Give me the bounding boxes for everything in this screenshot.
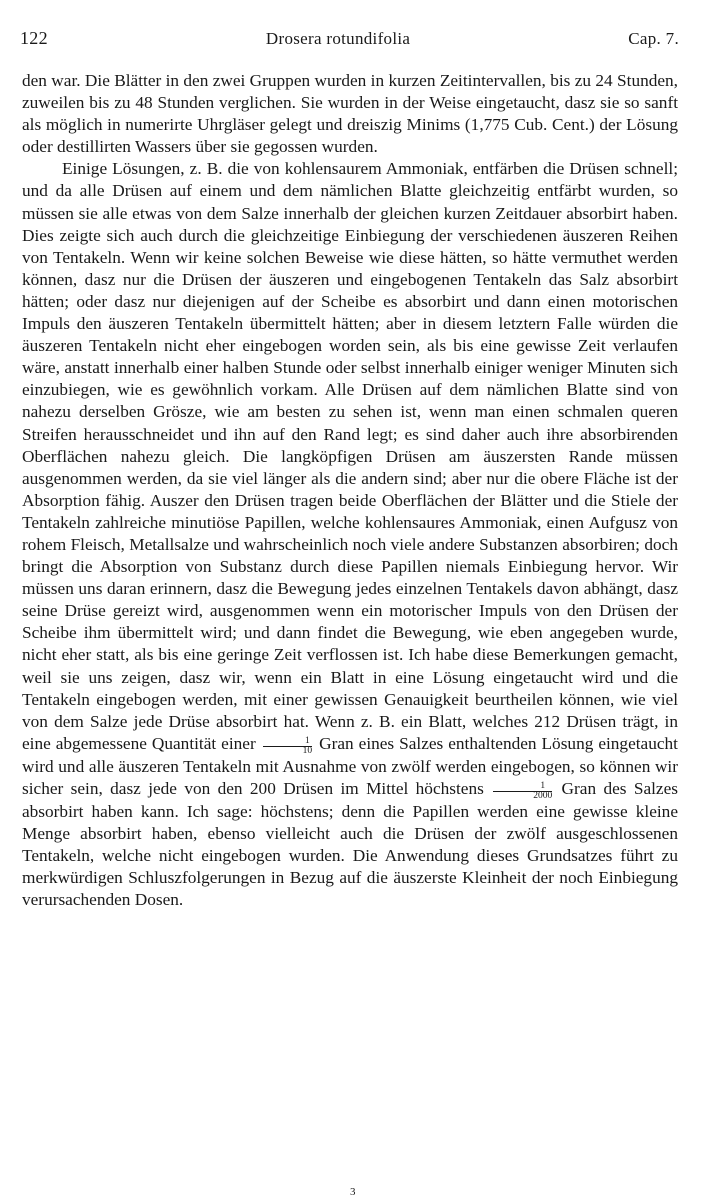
running-title: Drosera rotundifolia	[265, 29, 411, 48]
paragraph-2-part-b: Gran eines Salzes enthaltenden Lösung eingetaucht wird und alle äuszeren Tentakeln mit Ausnahme von zwölf werden eingebogen, so können wir sicher sein, dasz jede von den 200 Drüsen im Mittel höchstens	[22, 733, 678, 798]
chapter-label: Cap. 7.	[628, 29, 679, 48]
fraction-denominator: 2000	[533, 790, 553, 801]
fraction-one-tenth	[263, 737, 313, 756]
running-header	[20, 28, 679, 56]
paragraph-1: den war. Die Blätter in den zwei Gruppen wurden in kurzen Zeitintervallen, bis zu 24 Stunden, zuweilen bis zu 48 Stunden verglichen. Sie wurden in der Weise eingetaucht, dasz sie so sanft als möglich in numerirte Uhrgläser gelegt und dreiszig Minims (1,775 Cub. Cent.) der Lösung oder destillirten Wassers über sie gegossen wurden.	[22, 71, 678, 157]
paragraph-2	[22, 158, 678, 911]
paragraph-2-part-c: Gran des Salzes absorbirt haben kann. Ich sage: höchstens; denn die Papillen werden eine gewisse kleine Menge absorbirt haben, ebenso vielleicht auch die Drüsen der zwölf ausgeschlossenen Tentakeln, welche nicht eingebogen wurden. Die Anwendung dieses Grundsatzes führt zu merkwürdigen Schluszfolgerungen in Bezug auf die äuszerste Kleinheit der noch Einbiegung verursachenden Dosen.	[22, 778, 678, 910]
page-number: 122	[20, 28, 48, 48]
signature-mark: 3	[350, 1186, 356, 1198]
paragraph-2-part-a: Einige Lösungen, z. B. die von kohlensaurem Ammoniak, entfärben die Drüsen schnell; und da alle Drüsen auf einem und dem nämlichen Blatte gleichzeitig entfärbt wurden, so müssen sie alle etwas von dem Salze innerhalb der gleichen kurzen Zeitdauer absorbirt haben. Dies zeigte sich auch durch die gleichzeitige Einbiegung der verschiedenen äuszeren Reihen von Tentakeln. Wenn wir keine solchen Beweise wie diese hätten, so hätte vermuthet werden können, dasz nur die Drüsen der äuszeren und eingebogenen Tentakeln das Salz absorbirt hätten; oder dasz nur diejenigen auf der Scheibe es absorbirt und dann einen motorischen Impuls den äuszeren Tentakeln übermittelt hätten; aber in diesem letztern Falle würden die äuszeren Tentakeln nicht eher eingebogen worden sein, als bis eine gewisse Zeit verlaufen wäre, anstatt innerhalb einer halben Stunde oder selbst innerhalb einiger weniger Minuten sich einzubiegen, wie es gewöhnlich vorkam. Alle Drüsen auf dem nämlichen Blatte sind von nahezu derselben Grösze, wie am besten zu sehen ist, wenn man einen schmalen queren Streifen herausschneidet und ihn auf den Rand legt; es sind daher auch ihre absorbirenden Oberflächen nahezu gleich. Die langköpfigen Drüsen am äuszersten Rande müssen ausgenommen werden, da sie viel länger als die andern sind; aber nur die obere Fläche ist der Absorption fähig. Auszer den Drüsen tragen beide Oberflächen der Blätter und die Stiele der Tentakeln zahlreiche minutiöse Papillen, welche kohlensaures Ammoniak, einen Aufgusz von rohem Fleisch, Metallsalze und wahrscheinlich noch viele andere Substanzen absorbiren; doch bringt die Absorption von Substanz durch diese Papillen niemals Einbiegung hervor. Wir müssen uns daran erinnern, dasz die Bewegung jedes einzelnen Tentakels davon abhängt, dasz seine Drüse gereizt wird, ausgenommen wenn ein motorischer Impuls von den Drüsen der Scheibe ihm übermittelt wird; und dann findet die Bewegung, wie eben angegeben wurde, nicht eher statt, als bis eine geringe Zeit verflossen ist. Ich habe diese Bemerkungen gemacht, weil sie uns zeigen, dasz wir, wenn ein Blatt in eine Lösung eingetaucht wird und die Tentakeln eingebogen werden, mit einer gewissen Genauigkeit beurtheilen können, wie viel von dem Salze jede Drüse absorbirt hat. Wenn z. B. ein Blatt, welches 212 Drüsen trägt, in eine abgemessene Quantität einer	[22, 159, 678, 753]
fraction-denominator: 10	[302, 745, 313, 756]
body-text	[22, 70, 678, 911]
fraction-one-two-thousandth	[493, 782, 552, 801]
fraction-numerator: 1	[493, 782, 552, 792]
fraction-numerator: 1	[263, 737, 313, 747]
